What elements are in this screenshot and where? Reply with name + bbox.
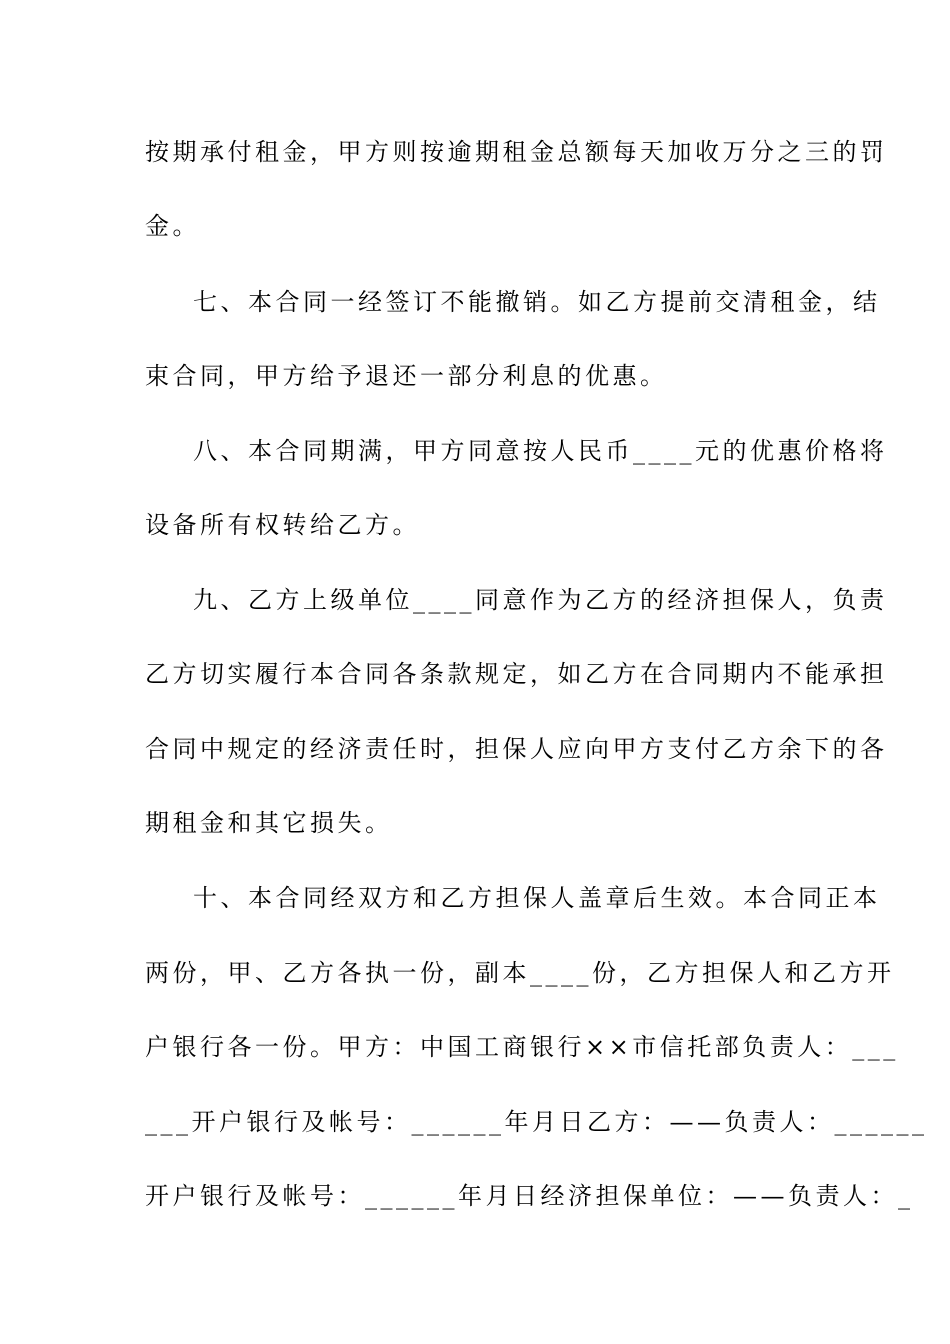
text-line-1: 按期承付租金，甲方则按逾期租金总额每天加收万分之三的罚 <box>145 138 888 166</box>
signature-line-1: ___开户银行及帐号：______年月日乙方：——负责人：______ <box>145 1108 928 1136</box>
clause-9-line-2: 乙方切实履行本合同各条款规定，如乙方在合同期内不能承担 <box>145 660 888 688</box>
clause-10-line-3: 户银行各一份。甲方：中国工商银行××市信托部负责人：___ <box>145 1033 899 1061</box>
clause-7-line-1: 七、本合同一经签订不能撤销。如乙方提前交清租金，结 <box>193 288 881 316</box>
clause-10-line-2: 两份，甲、乙方各执一份，副本____份，乙方担保人和乙方开 <box>145 959 895 987</box>
clause-10-line-1: 十、本合同经双方和乙方担保人盖章后生效。本合同正本 <box>193 884 881 912</box>
clause-7-line-2: 束合同，甲方给予退还一部分利息的优惠。 <box>145 362 668 390</box>
clause-9-line-4: 期租金和其它损失。 <box>145 809 393 837</box>
clause-9-line-1: 九、乙方上级单位____同意作为乙方的经济担保人，负责 <box>193 586 888 614</box>
clause-8-line-1: 八、本合同期满，甲方同意按人民币____元的优惠价格将 <box>193 437 888 465</box>
signature-line-2: 开户银行及帐号：______年月日经济担保单位：——负责人：_ <box>145 1182 914 1210</box>
clause-9-line-3: 合同中规定的经济责任时，担保人应向甲方支付乙方余下的各 <box>145 735 888 763</box>
clause-8-line-2: 设备所有权转给乙方。 <box>145 511 420 539</box>
text-line-2: 金。 <box>145 212 200 240</box>
